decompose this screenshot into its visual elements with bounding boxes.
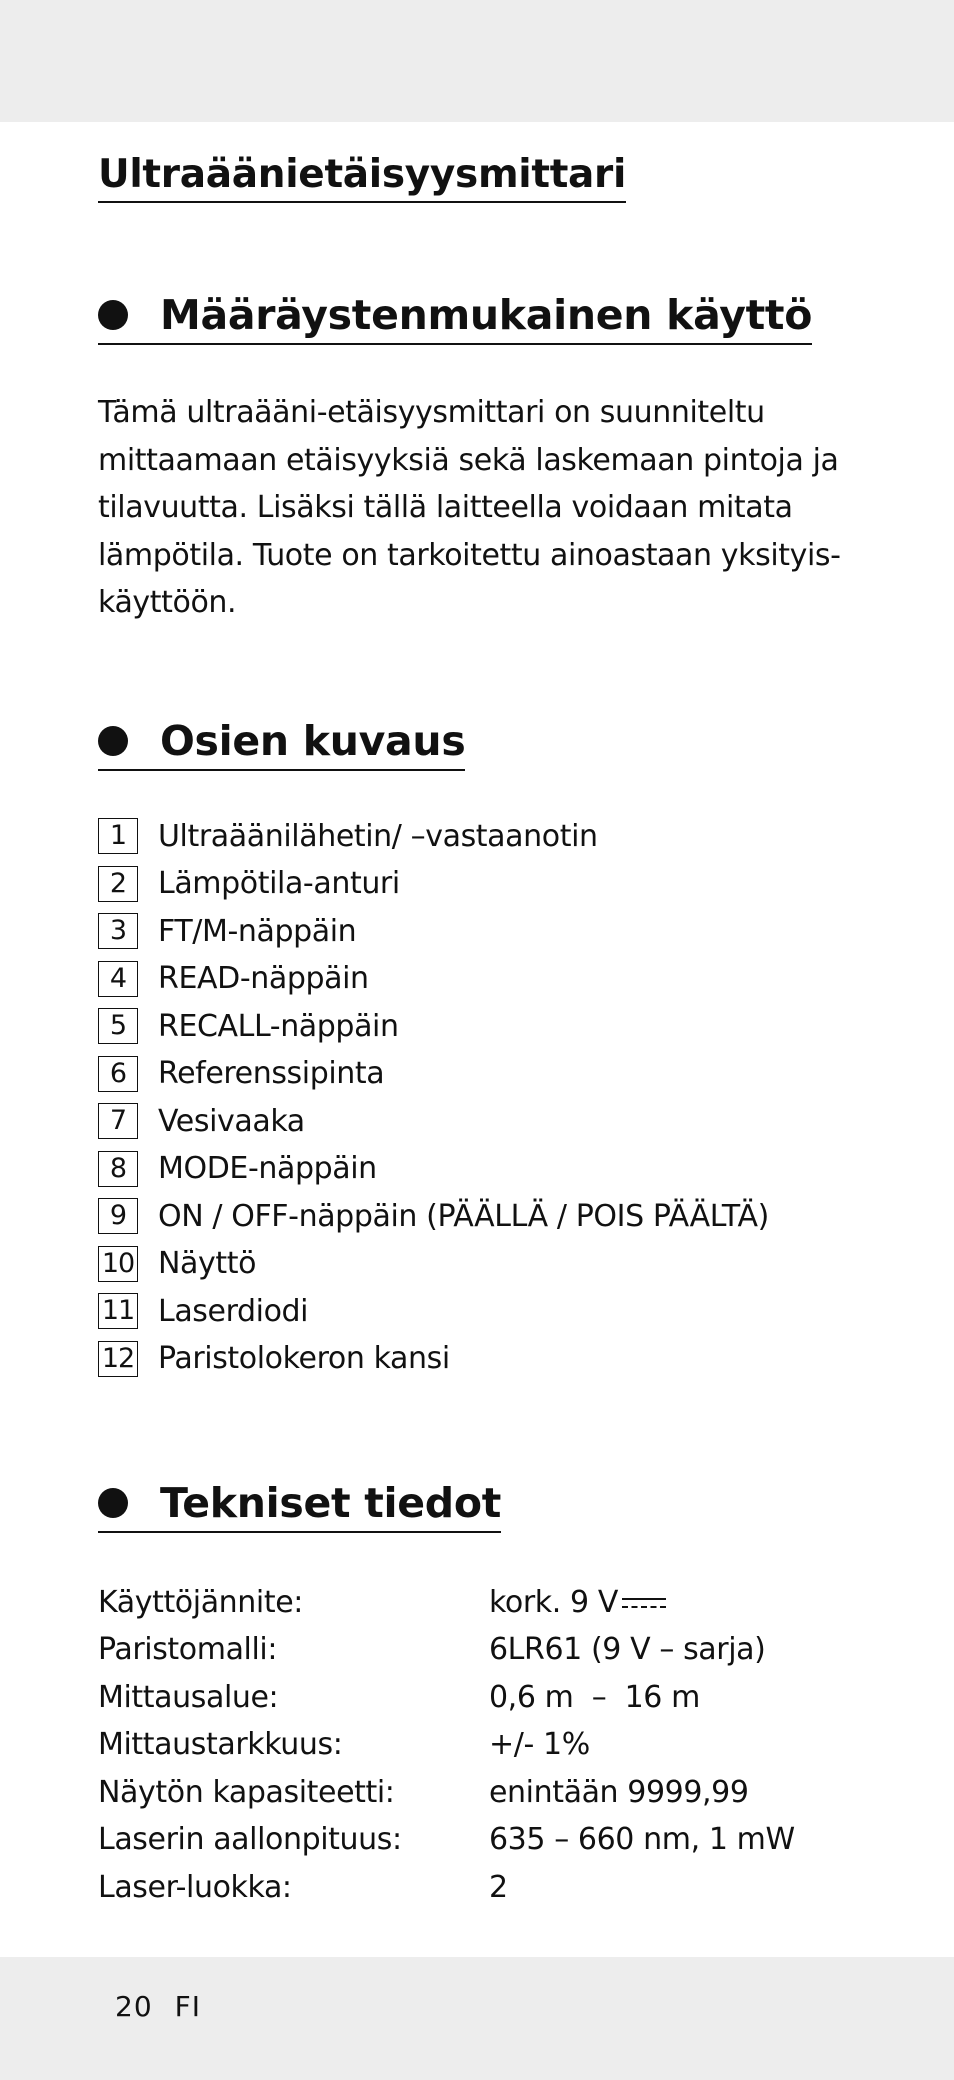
list-item xyxy=(98,1050,858,1098)
page-number: 20 xyxy=(115,1990,153,2023)
list-item xyxy=(98,813,858,861)
bullet-icon xyxy=(98,300,128,330)
page-footer xyxy=(115,1990,201,2023)
spec-value: 0,6 m – 16 m xyxy=(489,1679,700,1715)
spec-label: Mittaustarkkuus: xyxy=(98,1727,343,1763)
spec-value: enintään 9999,99 xyxy=(489,1774,749,1810)
part-label: FT/M-näppäin xyxy=(158,913,357,949)
spec-label: Mittausalue: xyxy=(98,1679,279,1715)
parts-list xyxy=(98,813,858,1383)
list-item xyxy=(98,908,858,956)
part-label: Paristolokeron kansi xyxy=(158,1341,450,1377)
spec-value: 635 – 660 nm, 1 mW xyxy=(489,1822,795,1858)
part-number-box: 6 xyxy=(98,1056,138,1092)
direct-current-icon xyxy=(622,1596,666,1610)
section-heading-text: Osien kuvaus xyxy=(160,716,466,765)
spec-row xyxy=(98,1674,858,1722)
page-content xyxy=(98,152,858,1911)
part-number-box: 11 xyxy=(98,1293,138,1329)
spec-row xyxy=(98,1579,858,1627)
spec-row xyxy=(98,1721,858,1769)
list-item xyxy=(98,1288,858,1336)
top-margin-band xyxy=(0,0,954,122)
list-item xyxy=(98,1240,858,1288)
document-title: Ultraäänietäisyysmittari xyxy=(98,152,626,203)
list-item xyxy=(98,1003,858,1051)
part-number-box: 4 xyxy=(98,961,138,997)
part-number-box: 10 xyxy=(98,1246,138,1282)
list-item xyxy=(98,1335,858,1383)
part-label: Ultraäänilähetin/ –vastaanotin xyxy=(158,818,598,854)
list-item xyxy=(98,955,858,1003)
bullet-icon xyxy=(98,726,128,756)
part-label: Näyttö xyxy=(158,1246,257,1282)
spec-row xyxy=(98,1864,858,1912)
language-code: FI xyxy=(174,1990,202,2023)
section-parts xyxy=(98,717,858,1383)
part-label: RECALL-näppäin xyxy=(158,1008,399,1044)
section-heading-text: Tekniset tiedot xyxy=(160,1478,501,1527)
spec-row xyxy=(98,1769,858,1817)
part-number-box: 12 xyxy=(98,1341,138,1377)
spec-label: Paristomalli: xyxy=(98,1632,278,1668)
part-number-box: 2 xyxy=(98,866,138,902)
part-label: Vesivaaka xyxy=(158,1103,305,1139)
spec-label: Laser-luokka: xyxy=(98,1869,292,1905)
list-item xyxy=(98,1193,858,1241)
part-number-box: 3 xyxy=(98,913,138,949)
section-technical-data xyxy=(98,1479,858,1912)
part-label: Laserdiodi xyxy=(158,1293,309,1329)
specs-table xyxy=(98,1579,858,1912)
part-label: READ-näppäin xyxy=(158,961,369,997)
list-item xyxy=(98,860,858,908)
spec-value xyxy=(489,1585,666,1620)
spec-row xyxy=(98,1816,858,1864)
part-label: MODE-näppäin xyxy=(158,1151,377,1187)
section-heading-technical-data xyxy=(98,1479,501,1533)
section-heading-parts xyxy=(98,717,465,771)
spec-label: Laserin aallonpituus: xyxy=(98,1822,402,1858)
intended-use-paragraph: Tämä ultraääni-etäisyysmittari on suunniteltu mittaamaan etäisyyksiä sekä laskemaan pintoja ja tilavuutta. Lisäksi tällä laitteella voidaan mitata lämpötila. Tuote on tarkoitettu ainoastaan yksityis-käyttöön. xyxy=(98,395,841,620)
section-heading-intended-use xyxy=(98,291,812,345)
part-number-box: 9 xyxy=(98,1198,138,1234)
part-number-box: 1 xyxy=(98,818,138,854)
bullet-icon xyxy=(98,1488,128,1518)
list-item xyxy=(98,1145,858,1193)
spec-label: Käyttöjännite: xyxy=(98,1584,303,1620)
part-number-box: 5 xyxy=(98,1008,138,1044)
section-heading-text: Määräystenmukainen käyttö xyxy=(160,291,813,339)
spec-value: 6LR61 (9 V – sarja) xyxy=(489,1632,766,1668)
spec-value: +/- 1% xyxy=(489,1727,590,1763)
part-number-box: 8 xyxy=(98,1151,138,1187)
spec-row xyxy=(98,1626,858,1674)
list-item xyxy=(98,1098,858,1146)
part-label: Referenssipinta xyxy=(158,1056,385,1092)
section-intended-use xyxy=(98,291,858,627)
part-label: Lämpötila-anturi xyxy=(158,866,400,902)
part-number-box: 7 xyxy=(98,1103,138,1139)
spec-label: Näytön kapasiteetti: xyxy=(98,1774,395,1810)
spec-value: 2 xyxy=(489,1869,508,1905)
spec-value-text: kork. 9 V xyxy=(489,1584,618,1620)
part-label: ON / OFF-näppäin (PÄÄLLÄ / POIS PÄÄLTÄ) xyxy=(158,1198,769,1234)
